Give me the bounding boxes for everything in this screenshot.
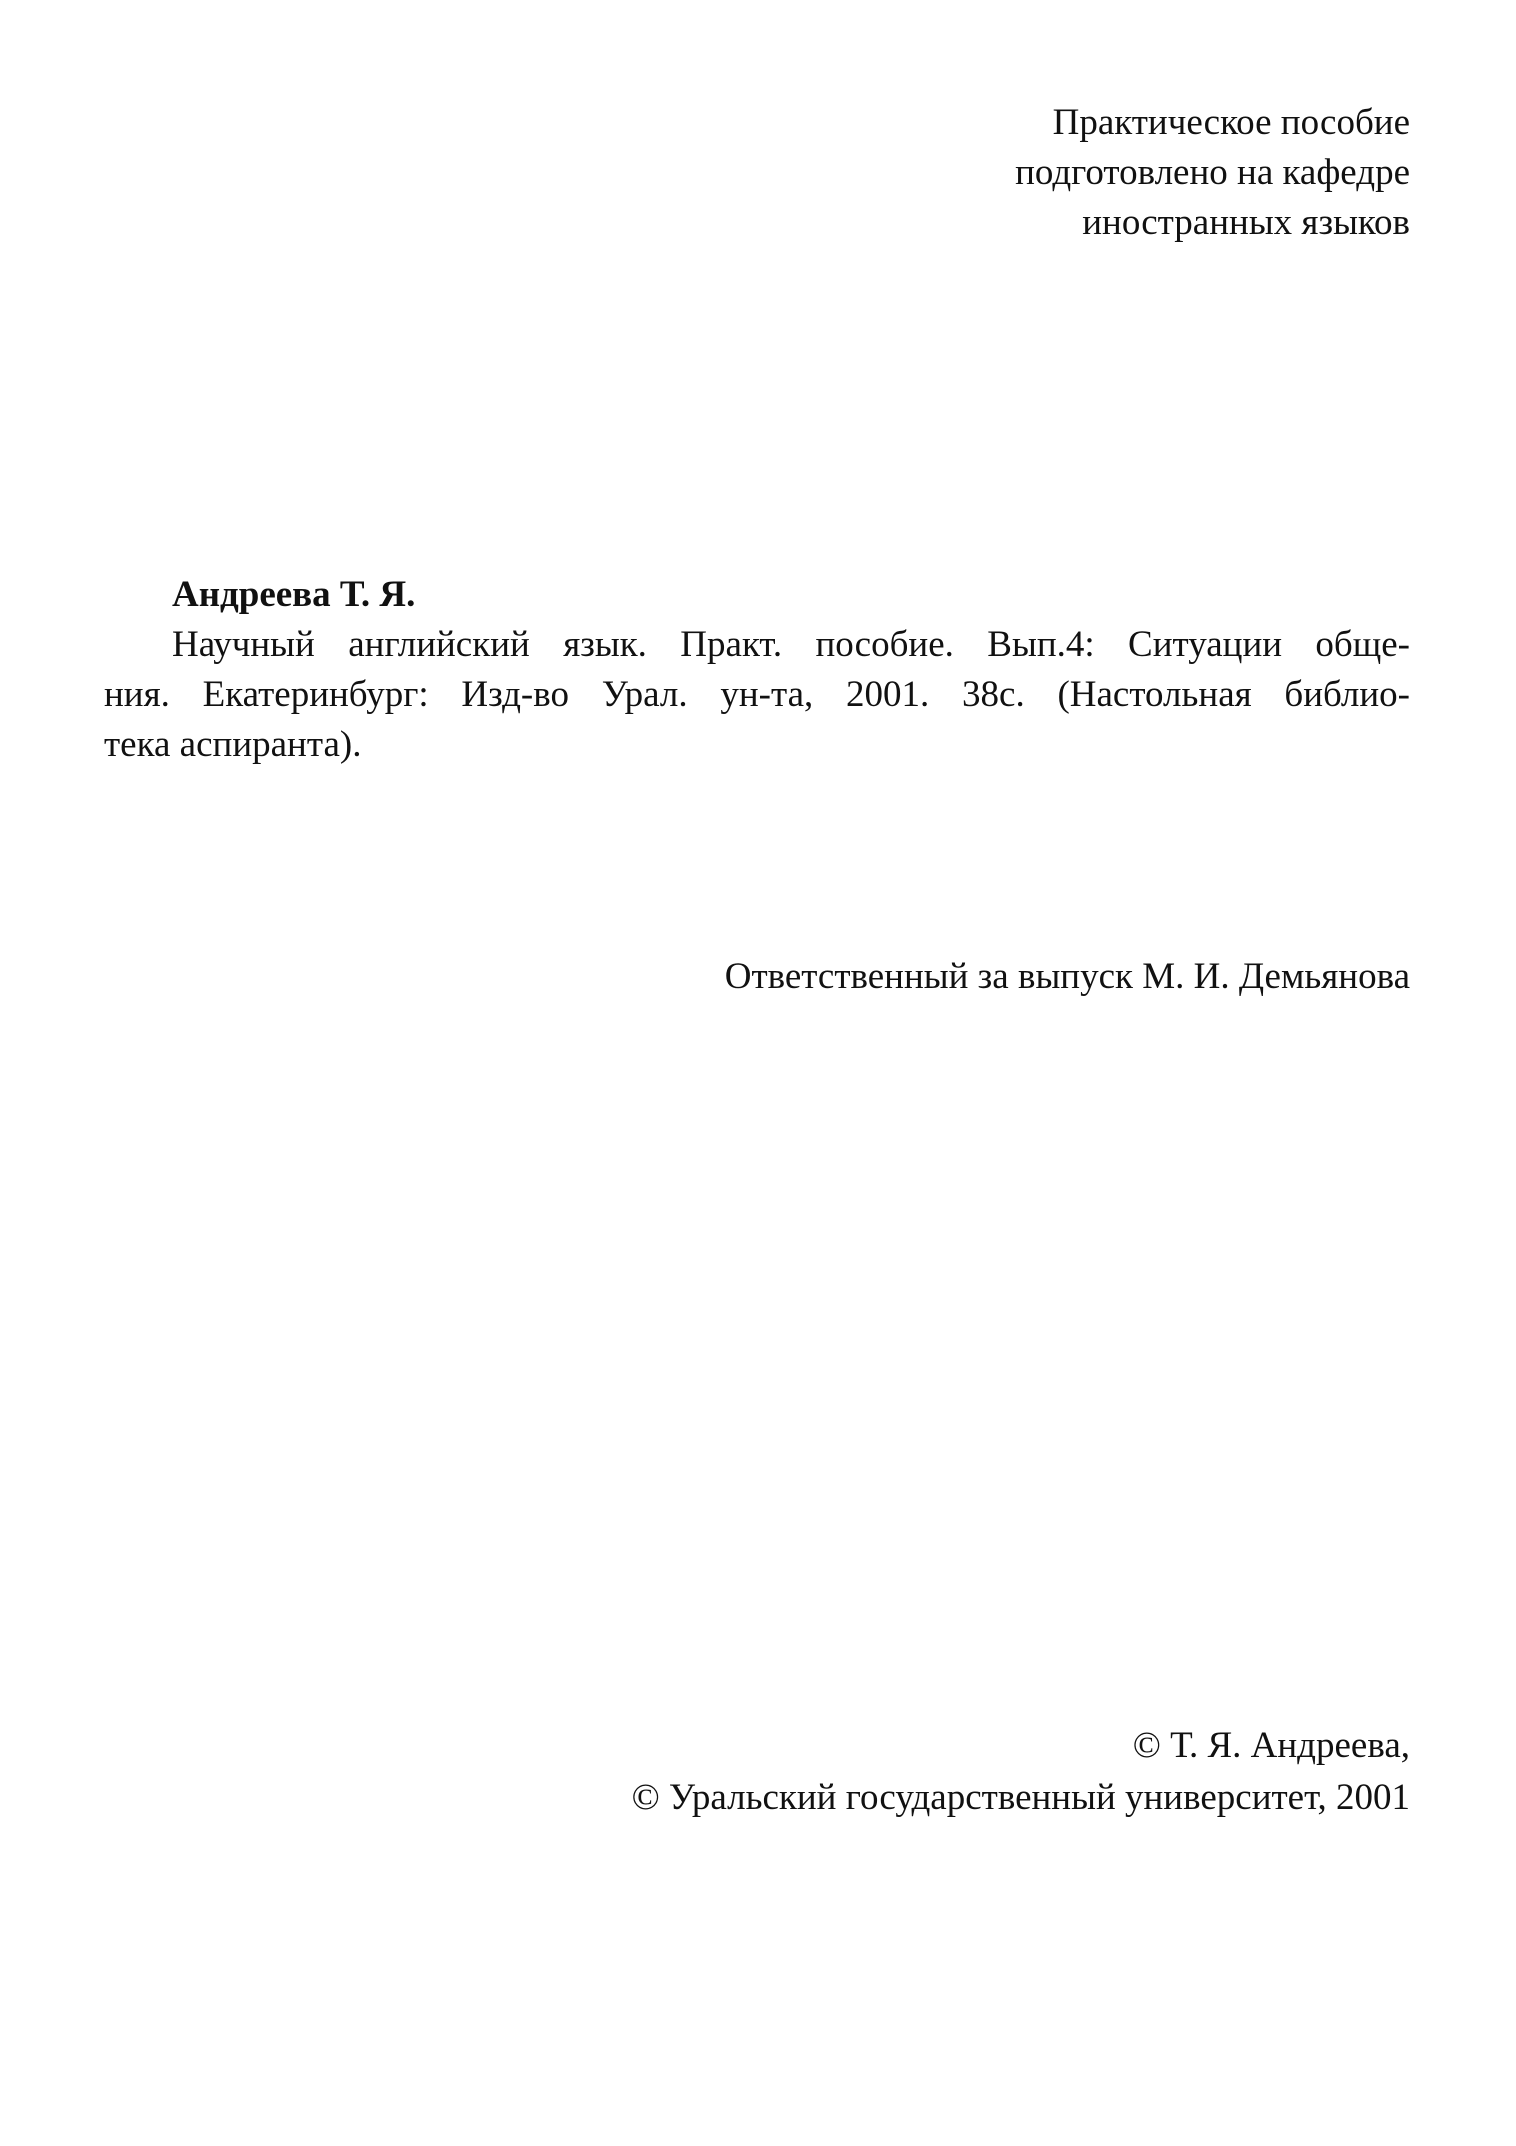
bibliographic-line: ния. Екатеринбург: Изд-во Урал. ун-та, 2001. 38с. (Настольная библио- [104, 674, 1410, 715]
copyright-line: © Т. Я. Андреева, [1132, 1725, 1410, 1766]
author-name: Андреева Т. Я. [172, 574, 416, 615]
bibliographic-line: тека аспиранта). [104, 724, 362, 765]
publication-note-line: Практическое пособие [1052, 102, 1410, 143]
bibliographic-line: Научный английский язык. Практ. пособие. Вып.4: Ситуации обще- [172, 624, 1410, 665]
publication-note [1015, 98, 1410, 248]
publication-note-line: подготовлено на кафедре [1015, 152, 1410, 193]
copyright-block [632, 1720, 1410, 1824]
copyright-line: © Уральский государственный университет, 2001 [631, 1777, 1410, 1818]
bibliographic-entry [104, 570, 1410, 770]
responsible-editor: Ответственный за выпуск М. И. Демьянова [724, 956, 1410, 997]
publication-note-line: иностранных языков [1082, 202, 1410, 243]
